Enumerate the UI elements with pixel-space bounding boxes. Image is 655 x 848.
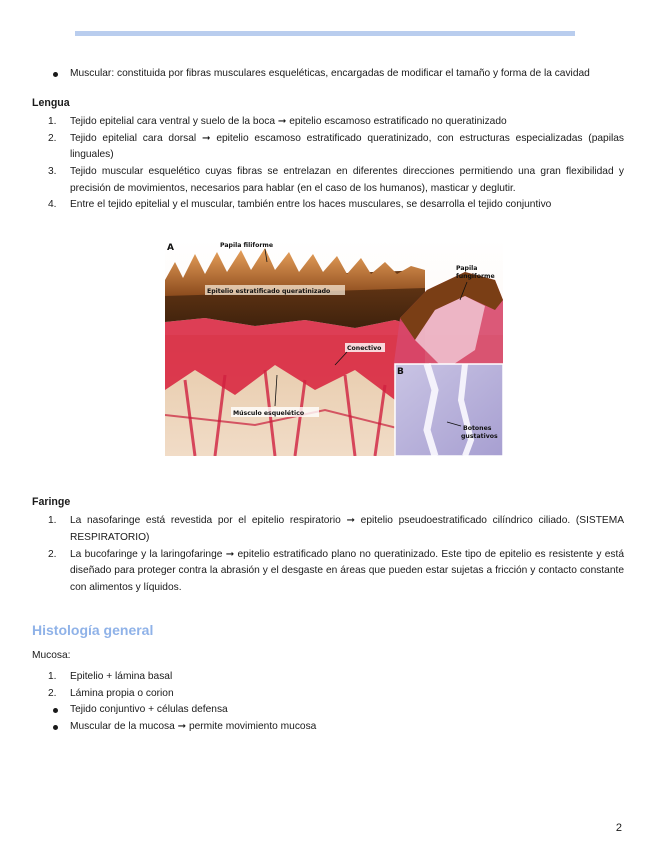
- list-item-text: Tejido conjuntivo + células defensa: [70, 704, 228, 716]
- page-content: [32, 66, 624, 735]
- figure-letter-b: B: [397, 366, 404, 377]
- figure-letter-a: A: [167, 242, 174, 253]
- label-epitelio: Epitelio estratificado queratinizado: [207, 287, 331, 295]
- list-item: [32, 702, 624, 719]
- list-number: 4.: [48, 199, 57, 211]
- list-number: 3.: [48, 165, 57, 177]
- label-papila-fungiforme-2: fungiforme: [456, 272, 495, 280]
- list-number: 2.: [48, 548, 57, 560]
- label-musculo: Músculo esquelético: [233, 409, 305, 417]
- bullet-icon: [53, 708, 58, 713]
- label-papila-fungiforme-1: Papila: [456, 264, 478, 272]
- list-item: [32, 66, 624, 83]
- mucosa-label: Mucosa:: [32, 650, 71, 662]
- list-item: [32, 197, 624, 214]
- list-item-text: Epitelio + lámina basal: [70, 670, 173, 682]
- muscular-list: [32, 66, 624, 83]
- faringe-list: [32, 513, 624, 596]
- list-item-text: Tejido epitelial cara dorsal ➞ epitelio escamoso estratificado queratinizado, con estructuras especializadas (papilas linguales): [70, 132, 624, 161]
- list-number: 1.: [48, 670, 57, 682]
- list-item: [32, 669, 624, 686]
- label-papila-filiforme: Papila filiforme: [220, 241, 274, 249]
- bullet-icon: [53, 72, 58, 77]
- header-rule: [75, 31, 575, 36]
- section-heading-histologia: Histología general: [32, 622, 154, 639]
- label-conectivo: Conectivo: [347, 344, 382, 352]
- label-botones-1: Botones: [463, 424, 492, 432]
- list-item-text: La nasofaringe está revestida por el epitelio respiratorio ➞ epitelio pseudoestratificado cilíndrico ciliado. (SISTEMA RESPIRATORIO): [70, 515, 624, 543]
- label-botones-2: gustativos: [461, 432, 498, 440]
- page-number: 2: [615, 822, 622, 834]
- list-item: [32, 719, 624, 736]
- bullet-icon: [53, 725, 58, 730]
- section-heading-lengua: Lengua: [32, 96, 70, 109]
- mucosa-list: [32, 669, 624, 735]
- list-item-text: Muscular: constituida por fibras musculares esqueléticas, encargadas de modificar el tamaño y forma de la cavidad: [70, 68, 590, 79]
- list-item-text: La bucofaringe y la laringofaringe ➞ epitelio estratificado plano no queratinizado. Este tipo de epitelio es resistente y está diseñado para proteger contra la abrasión y el desgaste en áreas que pueden estar sujetas a fricción y contacto constante con alimentos y líquidos.: [70, 548, 624, 593]
- list-item-text: Entre el tejido epitelial y el muscular, también entre los haces musculares, se desarrolla el tejido conjuntivo: [70, 199, 552, 211]
- list-number: 2.: [48, 687, 57, 699]
- list-item: [32, 547, 624, 597]
- list-number: 1.: [48, 515, 57, 527]
- list-item: [32, 131, 624, 164]
- list-item-text: Muscular de la mucosa ➞ permite movimiento mucosa: [70, 720, 317, 732]
- list-item: [32, 114, 624, 131]
- list-item: [32, 686, 624, 703]
- list-item-text: Tejido epitelial cara ventral y suelo de la boca ➞ epitelio escamoso estratificado no queratinizado: [70, 116, 507, 128]
- tongue-histology-image: [165, 240, 503, 456]
- histology-figure: [165, 240, 503, 456]
- section-heading-faringe: Faringe: [32, 495, 71, 508]
- list-item: [32, 513, 624, 546]
- list-number: 1.: [48, 116, 57, 128]
- list-item: [32, 164, 624, 197]
- lengua-list: [32, 114, 624, 214]
- list-item-text: Tejido muscular esquelético cuyas fibras se entrelazan en diferentes direcciones permitiendo una gran flexibilidad y precisión de movimientos, necesarios para hablar (en el caso de los humanos), masticar y deglutir.: [70, 165, 624, 194]
- list-number: 2.: [48, 132, 57, 144]
- list-item-text: Lámina propia o corion: [70, 687, 174, 699]
